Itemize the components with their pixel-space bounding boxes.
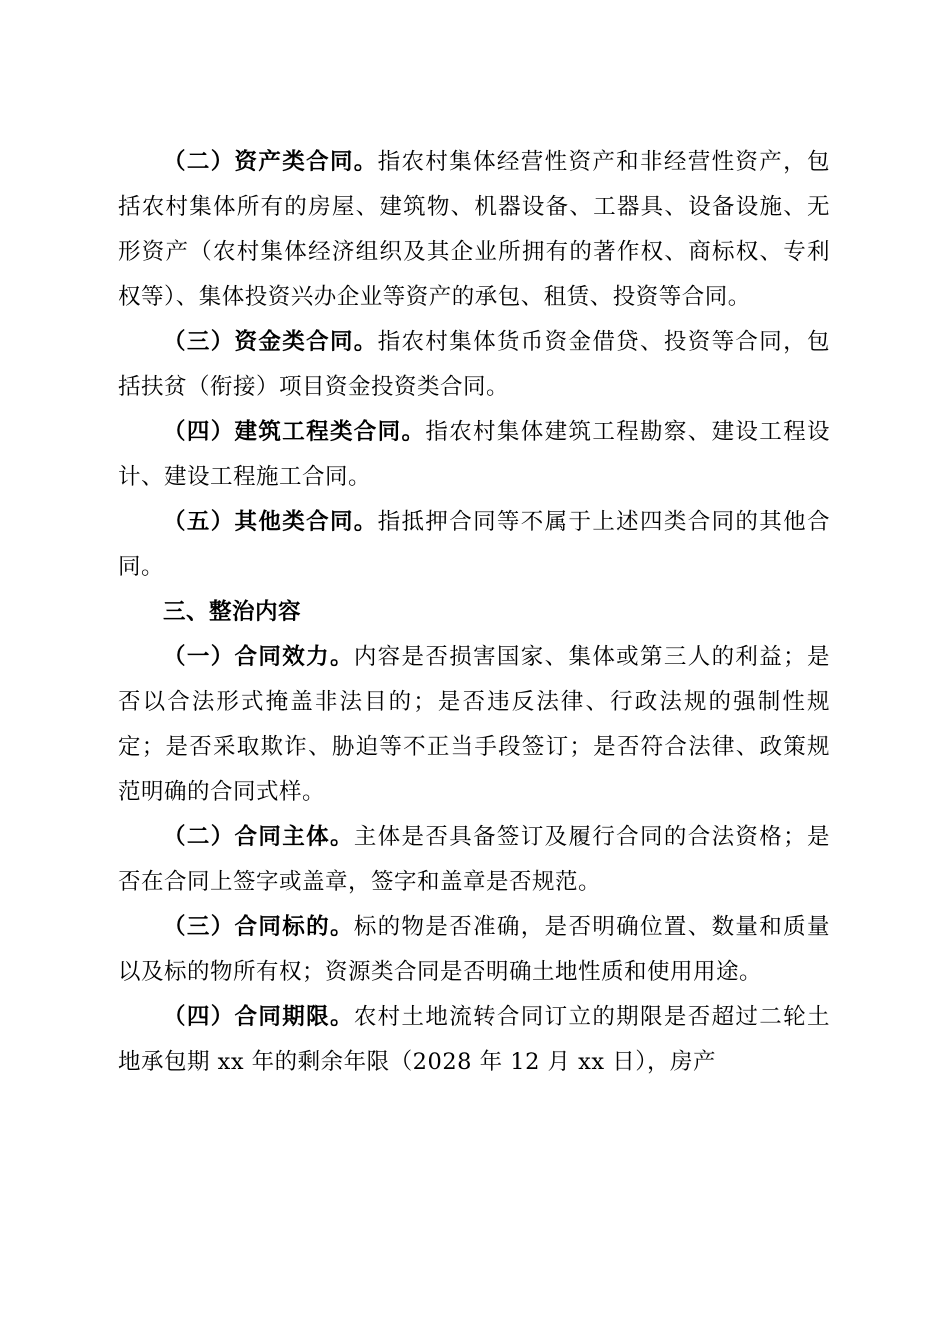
paragraph-contract-subject: [118, 815, 830, 905]
paragraph-text: 指农村集体货币资金借贷、投资等合同，包括扶贫（衔接）项目资金投资类合同。: [118, 329, 830, 400]
paragraph-text: 指农村集体经营性资产和非经营性资产，包括农村集体所有的房屋、建筑物、机器设备、工器具、设备设施、无形资产（农村集体经济组织及其企业所拥有的著作权、商标权、专利权等）、集体投资兴办企业等资产的承包、租赁、投资等合同。: [118, 149, 830, 310]
paragraph-asset-contracts: [118, 140, 830, 320]
paragraph-lead: （五）其他类合同。: [163, 509, 378, 535]
paragraph-contract-validity: [118, 635, 830, 815]
paragraph-other-contracts: [118, 500, 830, 590]
paragraph-text: 农村土地流转合同订立的期限是否超过二轮土地承包期 xx 年的剩余年限（2028 年 12 月 xx 日），房产: [118, 1004, 830, 1075]
paragraph-text: 内容是否损害国家、集体或第三人的利益；是否以合法形式掩盖非法目的；是否违反法律、行政法规的强制性规定；是否采取欺诈、胁迫等不正当手段签订；是否符合法律、政策规范明确的合同式样。: [118, 644, 830, 805]
paragraph-contract-object: [118, 905, 830, 995]
paragraph-text: 指农村集体建筑工程勘察、建设工程设计、建设工程施工合同。: [118, 419, 830, 490]
paragraph-lead: （四）建筑工程类合同。: [163, 419, 426, 445]
paragraph-construction-contracts: [118, 410, 830, 500]
paragraph-contract-term: [118, 995, 830, 1085]
paragraph-lead: （一）合同效力。: [163, 644, 354, 670]
paragraph-lead: （二）合同主体。: [163, 824, 354, 850]
paragraph-fund-contracts: [118, 320, 830, 410]
paragraph-text: 主体是否具备签订及履行合同的合法资格；是否在合同上签字或盖章，签字和盖章是否规范。: [118, 824, 830, 895]
section-heading-rectification-content: 三、整治内容: [163, 599, 302, 625]
paragraph-text: 标的物是否准确，是否明确位置、数量和质量以及标的物所有权；资源类合同是否明确土地性质和使用用途。: [118, 914, 830, 985]
paragraph-lead: （三）合同标的。: [163, 914, 354, 940]
document-body: [118, 140, 830, 1085]
paragraph-lead: （二）资产类合同。: [163, 149, 378, 175]
paragraph-lead: （三）资金类合同。: [163, 329, 378, 355]
paragraph-lead: （四）合同期限。: [163, 1004, 354, 1030]
paragraph-text: 指抵押合同等不属于上述四类合同的其他合同。: [118, 509, 830, 580]
